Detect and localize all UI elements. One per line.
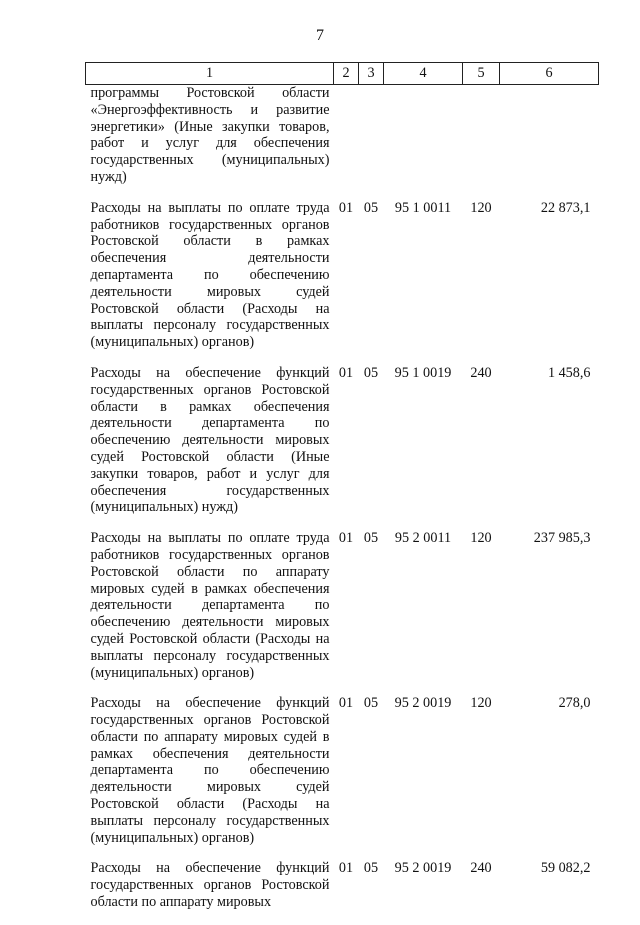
row-section-code: 01 [338,695,354,712]
row-subsection-code [359,85,384,200]
row-section-code: 01 [338,860,354,877]
table-body [86,85,599,925]
header-row [86,63,599,85]
row-expense-type: 120 [470,530,492,547]
row-amount: 278,0 [558,695,591,712]
column-header-3: 3 [359,63,384,85]
row-target-article: 95 2 0019 [394,695,452,712]
row-subsection-code: 05 [363,695,379,712]
row-expense-type [463,85,500,200]
row-expense-type: 240 [470,860,492,877]
row-description: Расходы на обеспечение функций государственных органов Ростовской области по аппарату мировых судей в рамках обеспечения деятельности департамента по обеспечению деятельности мировых судей Ростовской области (Расходы на выплаты персоналу государственных (муниципальных) органов) [90,695,330,846]
table-row [86,860,599,924]
row-expense-type: 240 [470,364,492,381]
row-target-article [384,85,463,200]
column-header-2: 2 [334,63,359,85]
row-amount: 59 082,2 [540,860,591,877]
table-row [86,200,599,365]
table-row [86,530,599,695]
table-row [86,695,599,860]
budget-table [85,62,599,925]
row-amount: 1 458,6 [547,364,591,381]
row-section-code [334,85,359,200]
column-header-1: 1 [86,63,334,85]
row-section-code: 01 [338,199,354,216]
row-subsection-code: 05 [363,860,379,877]
page-number: 7 [316,27,324,44]
row-description: программы Ростовской области «Энергоэффективность и развитие энергетики» (Иные закупки товаров, работ и услуг для обеспечения государственных (муниципальных) нужд) [90,85,330,185]
row-description: Расходы на обеспечение функций государственных органов Ростовской области в рамках обеспечения деятельности департамента по обеспечению деятельности мировых судей Ростовской области (Иные закупки товаров, работ и услуг для обеспечения государственных (муниципальных) нужд) [90,364,330,516]
row-description: Расходы на выплаты по оплате труда работников государственных органов Ростовской области в рамках обеспечения деятельности департамента по обеспечению деятельности мировых судей Ростовской области (Расходы на выплаты персоналу государственных (муниципальных) органов) [90,199,330,351]
column-header-6: 6 [500,63,599,85]
row-target-article: 95 2 0011 [394,530,452,547]
row-description: Расходы на выплаты по оплате труда работников государственных органов Ростовской области по аппарату мировых судей в рамках обеспечения деятельности департамента по обеспечению деятельности мировых судей Ростовской области (Расходы на выплаты персоналу государственных (муниципальных) органов) [90,530,330,681]
row-section-code: 01 [338,530,354,547]
column-header-5: 5 [463,63,500,85]
row-expense-type: 120 [470,695,492,712]
row-amount [500,85,599,200]
row-subsection-code: 05 [363,199,379,216]
table-header [86,63,599,85]
row-section-code: 01 [338,364,354,381]
table-row [86,365,599,530]
table-row [86,85,599,200]
row-target-article: 95 1 0019 [394,364,452,381]
column-header-4: 4 [384,63,463,85]
row-amount: 22 873,1 [540,199,591,216]
row-target-article: 95 1 0011 [394,199,452,216]
row-description: Расходы на обеспечение функций государственных органов Ростовской области по аппарату мировых [90,860,330,911]
row-amount: 237 985,3 [533,530,591,547]
row-expense-type: 120 [470,199,492,216]
row-subsection-code: 05 [363,530,379,547]
row-subsection-code: 05 [363,364,379,381]
row-target-article: 95 2 0019 [394,860,452,877]
